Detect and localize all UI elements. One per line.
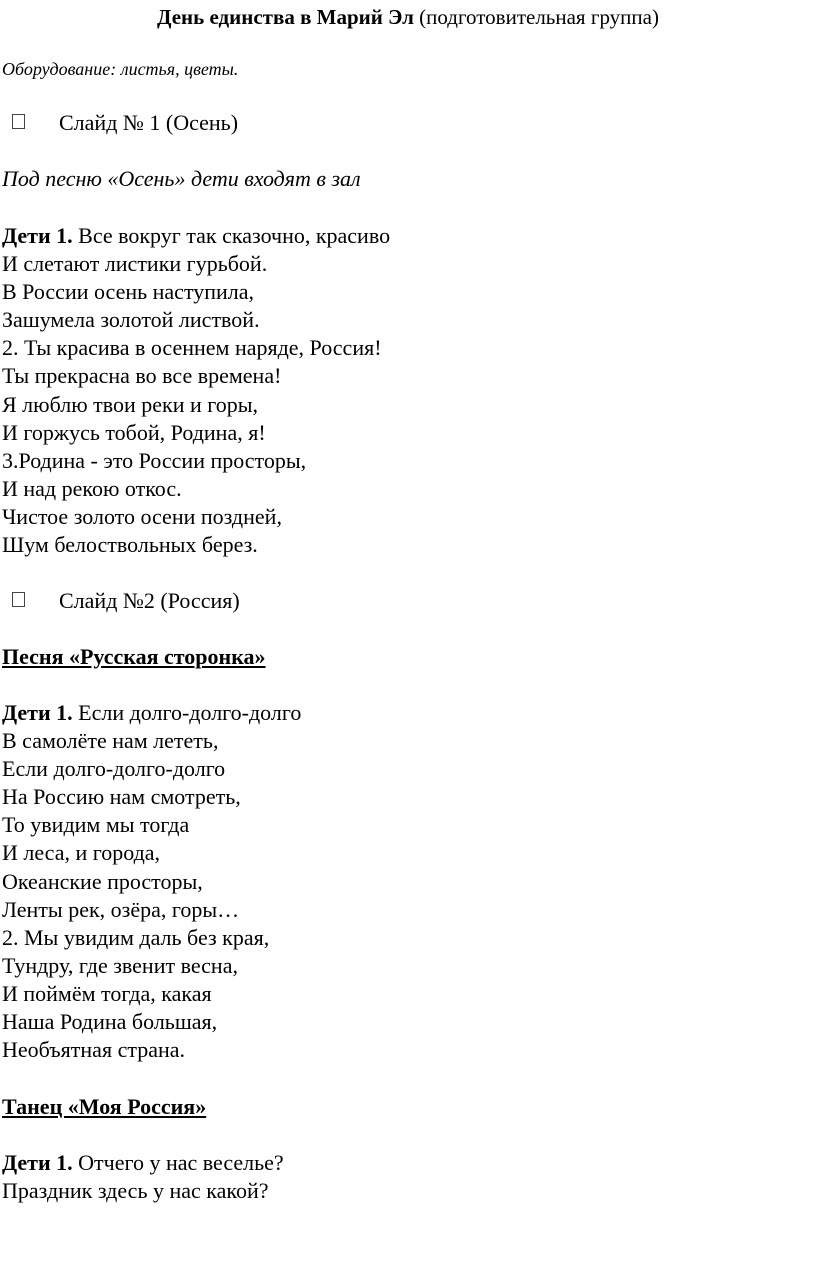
verse-line: Чистое золото осени поздней, xyxy=(2,503,282,529)
verse-line: Если долго-долго-долго xyxy=(2,756,226,782)
verse-line: Шум белоствольных берез. xyxy=(2,532,258,558)
verse-line: Зашумела золотой листвой. xyxy=(2,307,260,333)
checkbox-icon xyxy=(12,592,25,607)
verse-line: И леса, и города, xyxy=(2,840,161,866)
verse-line: Я люблю твои реки и горы, xyxy=(2,391,259,417)
verse-line: Тундру, где звенит весна, xyxy=(2,952,238,978)
slide-1-label: Слайд № 1 (Осень) xyxy=(59,110,239,135)
page-title xyxy=(0,4,816,30)
verse-line: 3.Родина - это России просторы, xyxy=(2,447,307,473)
verse-block-1 xyxy=(2,222,390,559)
title-subtitle: (подготовительная группа) xyxy=(419,5,659,29)
verse-line: Все вокруг так сказочно, красиво xyxy=(72,223,391,248)
verse-line: То увидим мы тогда xyxy=(2,812,190,838)
verse-line: Необъятная страна. xyxy=(2,1037,186,1063)
title-main: День единства в Марий Эл xyxy=(157,5,414,29)
slide-2-label: Слайд №2 (Россия) xyxy=(59,588,240,613)
verse-line: В самолёте нам лететь, xyxy=(2,728,219,754)
verse-line: Наша Родина большая, xyxy=(2,1009,218,1035)
verse-line: Праздник здесь у нас какой? xyxy=(2,1178,269,1204)
checkbox-icon xyxy=(12,114,25,129)
verse-line: И слетают листики гурьбой. xyxy=(2,251,268,277)
intro-line: Под песню «Осень» дети входят в зал xyxy=(2,166,361,191)
verse-line: И над рекою откос. xyxy=(2,475,182,501)
dance-heading: Танец «Моя Россия» xyxy=(2,1094,207,1119)
verse-first-line xyxy=(2,1149,284,1177)
song-heading: Песня «Русская сторонка» xyxy=(2,644,266,669)
verse-line: Если долго-долго-долго xyxy=(72,700,302,725)
verse-line: И поймём тогда, какая xyxy=(2,980,212,1006)
verse-line: На Россию нам смотреть, xyxy=(2,784,241,810)
verse-line: В России осень наступила, xyxy=(2,279,255,305)
verse-first-line xyxy=(2,222,390,250)
slide-1-item xyxy=(12,109,238,137)
speaker-label: Дети 1. xyxy=(2,223,73,248)
slide-2-item xyxy=(12,587,240,615)
verse-line: Отчего у нас веселье? xyxy=(72,1150,284,1175)
verse-line: Ты прекрасна во все времена! xyxy=(2,363,282,389)
verse-line: Океанские просторы, xyxy=(2,868,203,894)
verse-first-line xyxy=(2,699,301,727)
verse-block-3 xyxy=(2,1149,284,1205)
verse-line: 2. Мы увидим даль без края, xyxy=(2,924,270,950)
verse-line: Ленты рек, озёра, горы… xyxy=(2,896,240,922)
speaker-label: Дети 1. xyxy=(2,700,73,725)
verse-line: И горжусь тобой, Родина, я! xyxy=(2,419,266,445)
speaker-label: Дети 1. xyxy=(2,1150,73,1175)
verse-block-2 xyxy=(2,699,301,1064)
verse-line: 2. Ты красива в осеннем наряде, Россия! xyxy=(2,335,382,361)
equipment-note: Оборудование: листья, цветы. xyxy=(2,59,239,79)
